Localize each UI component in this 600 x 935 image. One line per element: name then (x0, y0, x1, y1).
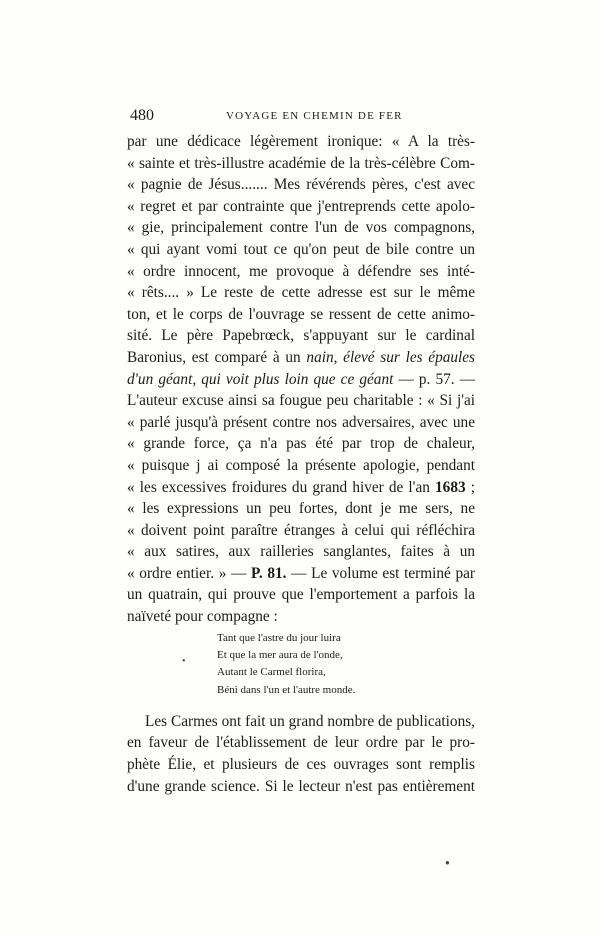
text-line: d'une grande science. Si le lecteur n'est pas entièrement (127, 777, 475, 795)
text-line: en faveur de l'établissement de leur ordre par le pro- (127, 734, 475, 752)
text-line: Les Carmes ont fait un grand nombre de publications, (145, 712, 475, 730)
ink-speck: • (182, 656, 186, 667)
text-line: L'auteur excuse ainsi sa fougue peu charitable : « Si j'ai (127, 392, 475, 410)
text-line: « rêts.... » Le reste de cette adresse est sur le même (127, 284, 475, 302)
text-line: « doivent point paraître étranges à celui qui réfléchira (127, 521, 475, 539)
italic-phrase: nain, élevé sur les épaules (306, 348, 476, 366)
text-line: « pagnie de Jésus....... Mes révérends pères, c'est avec (127, 176, 475, 194)
ink-speck: ● (445, 858, 450, 867)
text-line: « gie, principalement contre l'un de vos compagnons, (127, 219, 475, 237)
paragraph-2 (127, 711, 475, 797)
italic-phrase: d'un géant, qui voit plus loin que ce géant (127, 370, 394, 388)
text-segment: ; (465, 478, 476, 496)
text-line: « regret et par contrainte que j'entreprends cette apolo- (127, 197, 475, 215)
running-title: VOYAGE EN CHEMIN DE FER (226, 110, 403, 122)
verse-line: Et que la mer aura de l'onde, (217, 648, 343, 661)
text-line: « puisque j ai composé la présente apologie, pendant (127, 456, 475, 474)
body-text (127, 131, 475, 797)
text-line: sité. Le père Papebrœck, s'appuyant sur le cardinal (127, 327, 475, 345)
text-line (127, 369, 475, 391)
text-segment: Baronius, est comparé à un (127, 348, 301, 366)
text-line: « grande force, ça n'a pas été par trop de chaleur, (127, 435, 475, 453)
text-line: ton, et le corps de l'ouvrage se ressent de cette animo- (127, 305, 475, 323)
verse-line: Autant le Carmel florira, (217, 666, 326, 679)
text-line (127, 563, 475, 585)
text-line: « parlé jusqu'à présent contre nos adversaires, avec une (127, 413, 475, 431)
text-line: « ordre innocent, me provoque à défendre ses inté- (127, 262, 475, 280)
page-number: 480 (130, 107, 154, 124)
text-line (127, 347, 475, 369)
text-segment: — Le volume est terminé par (286, 564, 475, 582)
verse-line: Tant que l'astre du jour luira (217, 631, 341, 644)
verse-line: Béni dans l'un et l'autre monde. (217, 683, 356, 696)
text-line (127, 477, 475, 499)
text-line: par une dédicace légèrement ironique: « A la très- (127, 133, 475, 150)
text-segment: « ordre entier. » — (127, 564, 247, 582)
page-reference: P. 81. (250, 564, 287, 582)
paragraph-1 (127, 131, 475, 628)
text-line: « qui ayant vomi tout ce qu'on peut de bile contre un (127, 240, 475, 258)
page-header (130, 107, 475, 127)
text-line: phète Élie, et plusieurs de ces ouvrages sont remplis (127, 756, 475, 774)
text-line: un quatrain, qui prouve que l'emportement a parfois la (127, 586, 475, 604)
quatrain (217, 630, 475, 699)
year: 1683 (435, 478, 466, 496)
text-line: « aux satires, aux railleries sanglantes, faites à un (127, 543, 475, 561)
text-line: « sainte et très-illustre académie de la très-célèbre Com- (127, 154, 475, 172)
text-line: naïveté pour compagne : (127, 608, 278, 626)
text-segment: « les excessives froidures du grand hiver de l'an (127, 478, 430, 496)
text-line: « les expressions un peu fortes, dont je me sers, ne (127, 500, 475, 518)
page-reference: — p. 57. — (393, 370, 475, 388)
